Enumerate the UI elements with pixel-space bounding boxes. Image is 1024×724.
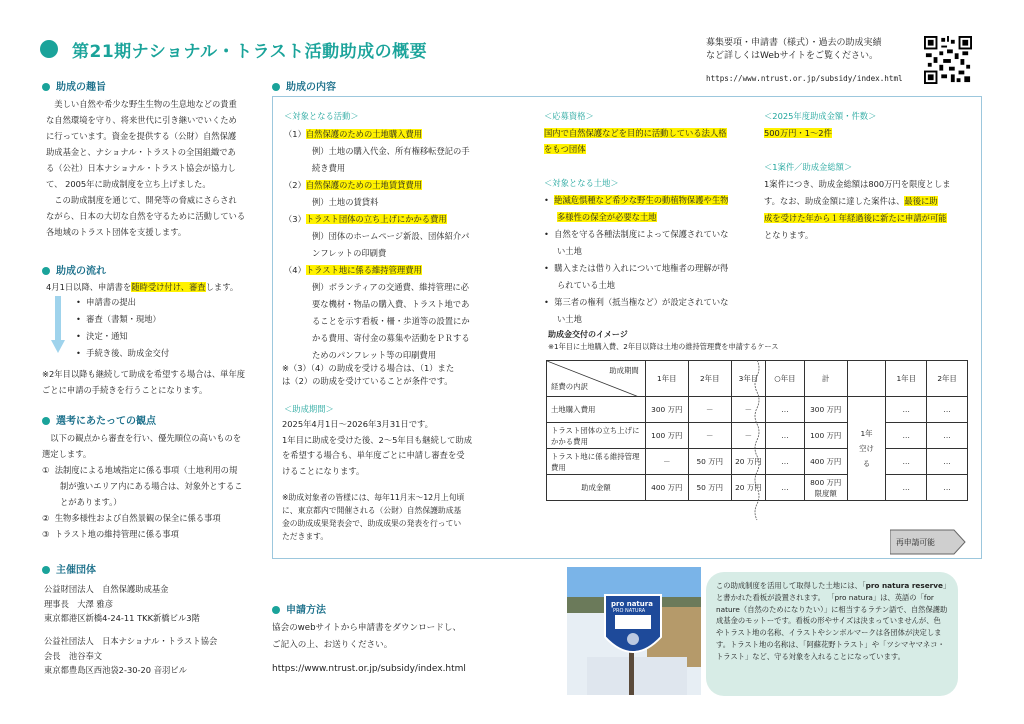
table-row: トラスト地に係る維持管理費用 － 50 万円 20 万円 … 400 万円 … … [547,449,968,475]
col-header: 計 [804,361,847,397]
flow-arrow-icon [51,296,65,354]
section-apply-heading: 申請方法 [272,601,326,616]
sign-illustration [567,567,701,695]
land-heading: ＜対象となる土地＞ [544,178,619,188]
col-header-gap [847,361,886,397]
section-flow-heading: 助成の流れ [42,262,106,277]
bullet-dot-icon [42,267,50,275]
bullet-dot-icon [272,83,280,91]
table-subcaption: ※1年目に土地購入費、2年目以降は土地の維持管理費を申請するケース [548,342,779,351]
web-info: 募集要項・申請書（様式）・過去の助成実績 など詳しくはWebサイトをご覧ください。 [706,38,882,61]
col-header: 2年目 [688,361,731,397]
table-row: 土地購入費用 300 万円 － － … 300 万円 1年 空ける … … [547,397,968,423]
amount-heading: ＜2025年度助成金額・件数＞ [764,111,877,121]
flow-lead: 4月1日以降、申請書を随時受け付け、審査します。 [46,282,239,292]
col-header: 1年目 [886,361,927,397]
pro-natura-sign-photo [567,567,701,695]
section-purpose-heading: 助成の趣旨 [42,78,106,93]
activities-heading: ＜対象となる活動＞ [284,111,359,121]
period-note: ※助成対象者の皆様には、毎年11月末～12月上旬頃 に、東京都内で開催される（公財）自然保護助成基 金の助成成果発表会で、助成成果の発表を行ってい ただきます。 [282,493,465,541]
eligibility-heading: ＜応募資格＞ [544,111,594,121]
apply-url[interactable]: https://www.ntrust.or.jp/subsidy/index.html [272,664,466,674]
period-text: 2025年4月1日～2026年3月31日です。 1年目に助成を受けた後、2～5年目も継続して助成 を希望する場合も、単年度ごとに申請し審査を受 けることになります。 [282,419,473,476]
page-title: 第21期ナショナル・トラスト活動助成の概要 [72,42,428,62]
reapply-label: 再申請可能 [896,538,935,547]
period-heading: ＜助成期間＞ [284,404,334,414]
col-header: 2年目 [927,361,968,397]
flow-step: • 審査（書類・現地） [76,314,161,324]
amount-text: 500万円・1～2件 [764,128,832,138]
section-criteria-heading: 選考にあたっての観点 [42,412,156,427]
flow-steps [76,294,169,362]
section-organizers-heading: 主催団体 [42,561,96,576]
header-url[interactable]: https://www.ntrust.or.jp/subsidy/index.html [706,74,903,83]
qr-code-icon [924,36,972,84]
apply-text: 協会のwebサイトから申請書をダウンロードし、 ご記入の上、お送りください。 [272,623,462,650]
sign-text: pro natura [611,600,653,608]
gap-cell: 1年 空ける [847,397,886,501]
title-dot-icon [40,40,58,58]
flow-step: • 決定・通知 [76,331,128,341]
flow-note: ※2年目以降も継続して助成を希望する場合は、単年度 ごとに申請の手続きを行うことになります。 [42,369,246,395]
activities-list: （1）自然保護のための土地購入費用 例）土地の購入代金、所有権移転登記の手 続き費用 （2）自然保護のための土地賃貸費用 例）土地の賃貸料 （3）トラスト団体の立ち上げにかかる費用 例）団体のホームページ新設、団体紹介パ ンフレットの印刷費 （4）トラスト地に係る維持管理費用 例）ボランティアの交通費、維持管理に必 要な機材・物品の購入費、トラスト地であ ることを示す看板・柵・歩道等の設置にか かる費用、寄付金の募集や活動をＰＲする ためのパンフレット等の印刷費用 [284,129,470,360]
purpose-text: 美しい自然や希少な野生生物の生息地などの貴重 な自然環境を守り、将来世代に引き継いでいくため に行っています。資金を提供する（公財）自然保護 助成基金と、ナショナル・トラストの全国組織であ る（公社）日本ナショナル・トラスト協会が協力し て、 2005年に助成制度を立ち上げました。 この助成制度を通じて、開発等の脅威にさらされ ながら、日本の大切な自然を守るために活動している 各地域のトラスト団体を支援します。 [46,99,246,237]
pro-natura-info-bubble: この助成制度を活用して取得した土地には、「pro natura reserve」と書かれた看板が設置されます。 「pro natura」は、英語の「for nature（自然のためになりたい）」に相当するラテン語で、自然保護助成基金のモットーです。看板の形やサイズは決まっていませんが、色やトラスト地の名称、イラストやシンボルマークは各団体が決定します。トラスト地の名称は、「阿蘇花野トラスト」や「ツシマヤマネコ・トラスト」など、守る対象を入れることになっています。 [706,572,958,696]
section-content-heading: 助成の内容 [272,78,336,93]
bullet-dot-icon [272,606,280,614]
col-header: 1年目 [645,361,688,397]
bullet-dot-icon [42,83,50,91]
limit-text: 1案件につき、助成金総額は800万円を限度としま す。なお、助成金額に達した案件は、最後に助 成を受けた年から１年経過後に新たに申請が可能 となります。 [764,179,951,240]
activities-note: ※（3）（4）の助成を受ける場合は、（1）また は（2）の助成を受けていることが条件です。 [282,363,455,386]
table-row: トラスト団体の立ち上げにかかる費用 100 万円 － － … 100 万円 … … [547,423,968,449]
organizer-2: 公益社団法人 日本ナショナル・トラスト協会 会長 池谷奉文 東京都豊島区西池袋2-30-20 音羽ビル [44,636,218,675]
sign-brand: PRO NATURA [613,608,646,614]
bullet-dot-icon [42,417,50,425]
organizer-1: 公益財団法人 自然保護助成基金 理事長 大澤 雅彦 東京都港区新橋4-24-11 TKK新橋ビル3階 [44,584,200,623]
flow-step: • 手続き後、助成金交付 [76,348,170,358]
limit-heading: ＜1案件／助成金総額＞ [764,162,853,172]
flow-step: • 申請書の提出 [76,297,136,307]
col-header: 3年目 [731,361,765,397]
table-caption: 助成金交付のイメージ [548,330,628,339]
table-row: 助成金額 400 万円 50 万円 20 万円 … 800 万円 限度額 … … [547,475,968,501]
col-header: ○年目 [766,361,805,397]
land-list: • 絶滅危惧種など希少な野生の動植物保護や生物 多様性の保全が必要な土地 • 自然を守る各種法制度によって保護されていな い土地 • 購入または借り入れについて地権者の理解が得 られている土地 • 第三者の権利（抵当権など）が設定されていな い土地 [544,195,729,324]
table-corner-cell: 助成期間 経費の内訳 [547,361,646,397]
wavy-cut-lines-icon [710,360,770,522]
eligibility-text: 国内で自然保護などを目的に活動している法人格 をもつ団体 [544,128,727,154]
bullet-dot-icon [42,566,50,574]
criteria-text: 以下の観点から審査を行い、優先順位の高いものを 選定します。 ① 法制度による地域指定に係る事項（土地利用の規 制が強いエリア内にある場合は、対象外とするこ とがあります。） ② 生物多様性および自然景観の保全に係る事項 ③ トラスト地の維持管理に係る事項 [42,433,243,539]
